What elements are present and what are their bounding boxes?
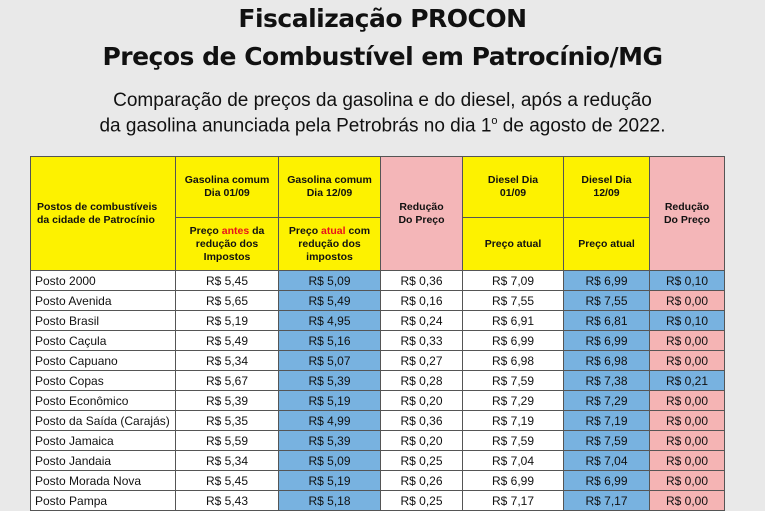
table-body <box>31 271 725 511</box>
subheader-gas-before: Preço antes da redução dos Impostos <box>176 218 279 271</box>
diesel-reduction: R$ 0,00 <box>650 431 725 451</box>
diesel-after-price: R$ 6,99 <box>564 471 650 491</box>
diesel-after-price: R$ 6,98 <box>564 351 650 371</box>
station-name: Posto Jamaica <box>31 431 176 451</box>
subtitle-line2 <box>0 115 765 137</box>
table-row <box>31 491 725 511</box>
diesel-after-price: R$ 7,55 <box>564 291 650 311</box>
station-name: Posto Pampa <box>31 491 176 511</box>
gas-after-price: R$ 5,18 <box>279 491 381 511</box>
table-row <box>31 311 725 331</box>
subtitle-line2-text: da gasolina anunciada pela Petrobrás no dia 1 <box>99 115 492 137</box>
diesel-after-price: R$ 7,19 <box>564 411 650 431</box>
gas-after-price: R$ 5,49 <box>279 291 381 311</box>
gas-reduction: R$ 0,28 <box>381 371 463 391</box>
col-header-gas-reduction: Redução Do Preço <box>381 157 463 271</box>
diesel-before-price: R$ 7,04 <box>463 451 564 471</box>
station-name: Posto Avenida <box>31 291 176 311</box>
col-header-station: Postos de combustíveis da cidade de Patrocínio <box>31 157 176 271</box>
gas-reduction: R$ 0,20 <box>381 431 463 451</box>
subtitle-line2-end: de agosto de 2022. <box>497 115 666 137</box>
table-row <box>31 371 725 391</box>
col-header-gas-after: Gasolina comum Dia 12/09 <box>279 157 381 218</box>
diesel-after-price: R$ 6,81 <box>564 311 650 331</box>
col-header-gas-before: Gasolina comum Dia 01/09 <box>176 157 279 218</box>
diesel-reduction: R$ 0,00 <box>650 351 725 371</box>
col-header-diesel-reduction: Redução Do Preço <box>650 157 725 271</box>
gas-before-price: R$ 5,43 <box>176 491 279 511</box>
table-row <box>31 471 725 491</box>
table-row <box>31 431 725 451</box>
gas-after-price: R$ 5,09 <box>279 271 381 291</box>
station-name: Posto 2000 <box>31 271 176 291</box>
gas-reduction: R$ 0,26 <box>381 471 463 491</box>
station-name: Posto Capuano <box>31 351 176 371</box>
diesel-before-price: R$ 6,99 <box>463 471 564 491</box>
diesel-before-price: R$ 6,99 <box>463 331 564 351</box>
subheader-diesel-before: Preço atual <box>463 218 564 271</box>
diesel-reduction: R$ 0,00 <box>650 391 725 411</box>
diesel-after-price: R$ 6,99 <box>564 271 650 291</box>
gas-reduction: R$ 0,27 <box>381 351 463 371</box>
page-title: Fiscalização PROCON <box>238 4 527 33</box>
gas-after-price: R$ 5,09 <box>279 451 381 471</box>
station-name: Posto da Saída (Carajás) <box>31 411 176 431</box>
gas-before-price: R$ 5,59 <box>176 431 279 451</box>
gas-before-price: R$ 5,34 <box>176 351 279 371</box>
gas-before-price: R$ 5,67 <box>176 371 279 391</box>
gas-before-price: R$ 5,45 <box>176 271 279 291</box>
gas-before-price: R$ 5,34 <box>176 451 279 471</box>
subtitle-line1: Comparação de preços da gasolina e do diesel, após a redução <box>113 90 652 111</box>
station-name: Posto Morada Nova <box>31 471 176 491</box>
diesel-reduction: R$ 0,00 <box>650 491 725 511</box>
station-name: Posto Caçula <box>31 331 176 351</box>
diesel-before-price: R$ 7,59 <box>463 431 564 451</box>
subtitle-ordinal: o <box>491 115 498 127</box>
diesel-after-price: R$ 7,29 <box>564 391 650 411</box>
table-row <box>31 411 725 431</box>
diesel-after-price: R$ 6,99 <box>564 331 650 351</box>
subheader-diesel-after: Preço atual <box>564 218 650 271</box>
diesel-reduction: R$ 0,10 <box>650 311 725 331</box>
gas-after-price: R$ 4,99 <box>279 411 381 431</box>
col-header-diesel-after: Diesel Dia 12/09 <box>564 157 650 218</box>
gas-reduction: R$ 0,36 <box>381 271 463 291</box>
diesel-reduction: R$ 0,00 <box>650 411 725 431</box>
gas-after-price: R$ 5,19 <box>279 391 381 411</box>
diesel-after-price: R$ 7,38 <box>564 371 650 391</box>
diesel-before-price: R$ 7,17 <box>463 491 564 511</box>
gas-reduction: R$ 0,20 <box>381 391 463 411</box>
gas-before-price: R$ 5,35 <box>176 411 279 431</box>
gas-reduction: R$ 0,33 <box>381 331 463 351</box>
gas-before-price: R$ 5,65 <box>176 291 279 311</box>
fuel-price-table <box>30 156 725 511</box>
page-title-line2: Preços de Combustível em Patrocínio/MG <box>102 42 663 71</box>
diesel-before-price: R$ 7,09 <box>463 271 564 291</box>
diesel-after-price: R$ 7,59 <box>564 431 650 451</box>
gas-after-price: R$ 5,39 <box>279 371 381 391</box>
station-name: Posto Copas <box>31 371 176 391</box>
gas-before-price: R$ 5,49 <box>176 331 279 351</box>
diesel-reduction: R$ 0,21 <box>650 371 725 391</box>
gas-after-price: R$ 5,19 <box>279 471 381 491</box>
station-name: Posto Econômico <box>31 391 176 411</box>
gas-after-price: R$ 5,16 <box>279 331 381 351</box>
diesel-reduction: R$ 0,10 <box>650 271 725 291</box>
gas-after-price: R$ 5,07 <box>279 351 381 371</box>
gas-before-price: R$ 5,39 <box>176 391 279 411</box>
gas-before-price: R$ 5,45 <box>176 471 279 491</box>
table-row <box>31 291 725 311</box>
gas-reduction: R$ 0,36 <box>381 411 463 431</box>
diesel-before-price: R$ 7,59 <box>463 371 564 391</box>
gas-after-price: R$ 4,95 <box>279 311 381 331</box>
gas-before-price: R$ 5,19 <box>176 311 279 331</box>
gas-reduction: R$ 0,24 <box>381 311 463 331</box>
diesel-reduction: R$ 0,00 <box>650 331 725 351</box>
gas-reduction: R$ 0,25 <box>381 491 463 511</box>
table-row <box>31 271 725 291</box>
station-name: Posto Jandaia <box>31 451 176 471</box>
gas-after-price: R$ 5,39 <box>279 431 381 451</box>
table-row <box>31 451 725 471</box>
diesel-before-price: R$ 7,19 <box>463 411 564 431</box>
diesel-before-price: R$ 6,91 <box>463 311 564 331</box>
station-name: Posto Brasil <box>31 311 176 331</box>
diesel-reduction: R$ 0,00 <box>650 451 725 471</box>
table-row <box>31 331 725 351</box>
diesel-after-price: R$ 7,04 <box>564 451 650 471</box>
diesel-reduction: R$ 0,00 <box>650 471 725 491</box>
diesel-after-price: R$ 7,17 <box>564 491 650 511</box>
col-header-diesel-before: Diesel Dia 01/09 <box>463 157 564 218</box>
diesel-before-price: R$ 7,29 <box>463 391 564 411</box>
gas-reduction: R$ 0,25 <box>381 451 463 471</box>
table-row <box>31 351 725 371</box>
diesel-reduction: R$ 0,00 <box>650 291 725 311</box>
diesel-before-price: R$ 6,98 <box>463 351 564 371</box>
table-row <box>31 391 725 411</box>
subheader-gas-after: Preço atual com redução dos impostos <box>279 218 381 271</box>
gas-reduction: R$ 0,16 <box>381 291 463 311</box>
diesel-before-price: R$ 7,55 <box>463 291 564 311</box>
